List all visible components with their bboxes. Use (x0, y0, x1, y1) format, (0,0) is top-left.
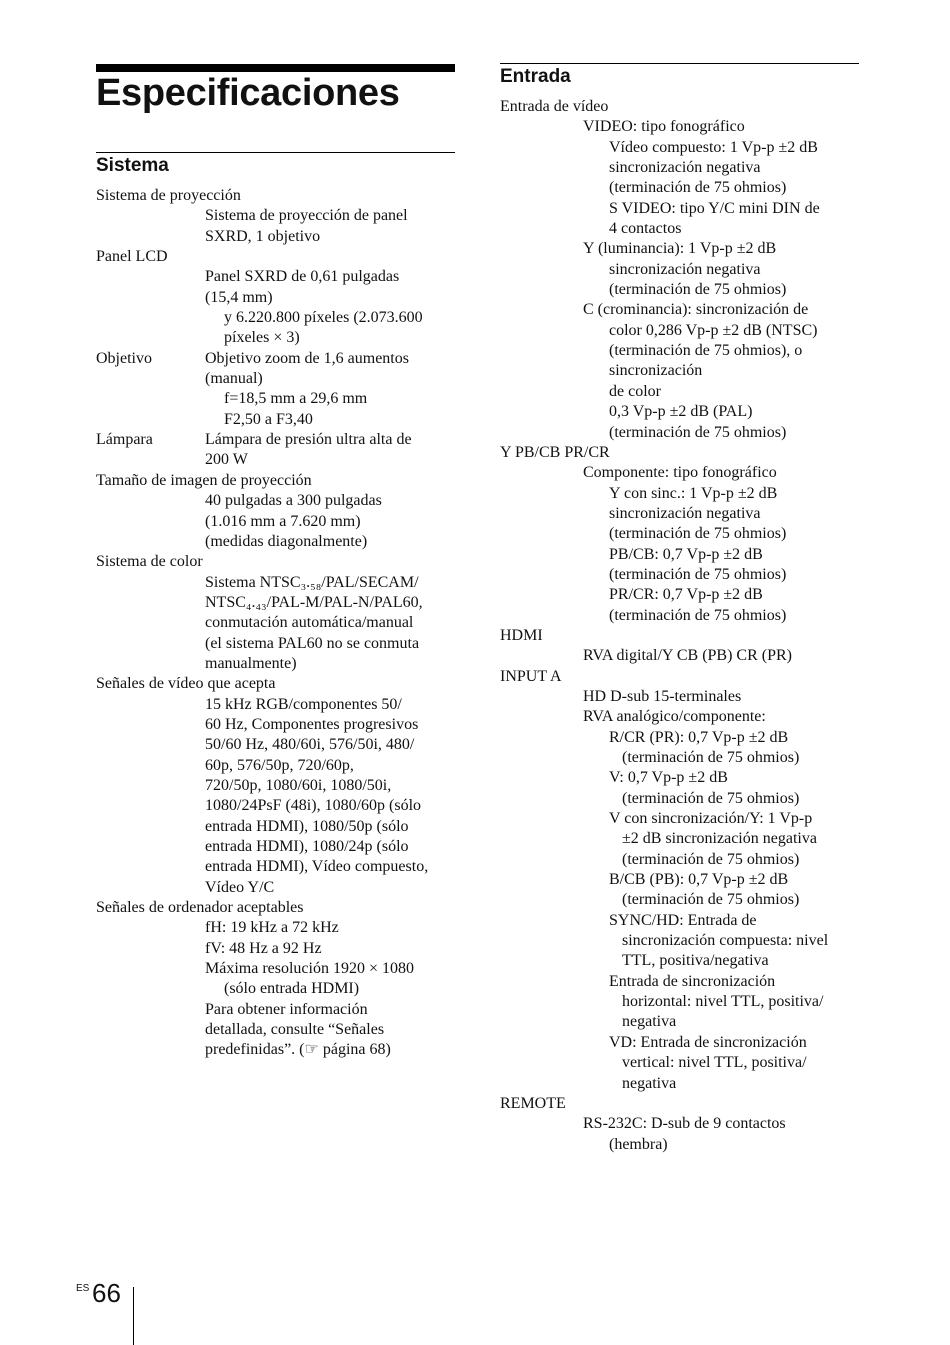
spec-text: entrada HDMI), Vídeo compuesto, (205, 858, 429, 876)
spec-text: sincronización (609, 362, 703, 380)
spec-line (500, 606, 860, 626)
spec-text: Y con sinc.: 1 Vp-p ±2 dB (609, 484, 778, 502)
spec-text: 200 W (205, 451, 248, 469)
footer-language: ES (76, 1283, 90, 1294)
spec-line (500, 890, 860, 910)
spec-line (500, 667, 860, 687)
spec-text: Máxima resolución 1920 × 1080 (205, 960, 414, 978)
spec-text: RS-232C: D-sub de 9 contactos (583, 1115, 786, 1133)
spec-line (500, 199, 860, 219)
spec-text: Lámpara (96, 431, 153, 449)
spec-text: vertical: nivel TTL, positiva/ (622, 1054, 807, 1072)
spec-text: manualmente) (205, 654, 297, 672)
section-heading-sistema: Sistema (96, 155, 169, 176)
spec-text: Señales de vídeo que acepta (96, 675, 276, 693)
spec-line (96, 695, 456, 715)
spec-line (96, 247, 456, 267)
spec-text: Vídeo Y/C (205, 878, 275, 896)
spec-text: detallada, consulte “Señales (205, 1021, 385, 1039)
spec-text: Entrada de sincronización (609, 972, 776, 990)
spec-text: SYNC/HD: Entrada de (609, 911, 757, 929)
spec-text: (terminación de 75 ohmios) (622, 749, 800, 766)
spec-line (96, 349, 456, 369)
spec-line (96, 817, 456, 837)
spec-line (96, 796, 456, 816)
spec-line (96, 939, 456, 959)
spec-text: fH: 19 kHz a 72 kHz (205, 919, 339, 937)
spec-line (96, 573, 456, 593)
spec-text: conmutación automática/manual (205, 614, 414, 632)
spec-text: sincronización negativa (609, 504, 761, 522)
spec-line (96, 471, 456, 491)
spec-line (96, 634, 456, 654)
spec-line (500, 361, 860, 381)
spec-text: Señales de ordenador aceptables (96, 899, 304, 917)
spec-text: HD D-sub 15-terminales (583, 687, 742, 705)
spec-line (500, 1114, 860, 1134)
spec-line (96, 491, 456, 511)
spec-text: Objetivo (96, 349, 152, 367)
spec-line (96, 369, 456, 389)
spec-line (500, 646, 860, 666)
spec-text: negativa (622, 1013, 677, 1031)
spec-line (96, 206, 456, 226)
spec-text: 1080/24PsF (48i), 1080/60p (sólo (205, 797, 422, 815)
spec-line (500, 545, 860, 565)
spec-text: 50/60 Hz, 480/60i, 576/50i, 480/ (205, 736, 415, 754)
spec-text: (medidas diagonalmente) (205, 532, 368, 550)
spec-line (96, 328, 456, 348)
spec-text: 60 Hz, Componentes progresivos (205, 715, 419, 733)
spec-line (500, 789, 860, 809)
spec-line (96, 532, 456, 552)
spec-text: C (crominancia): sincronización de (583, 301, 809, 319)
spec-text: entrada HDMI), 1080/24p (sólo (205, 838, 409, 855)
section-rule-sistema (96, 152, 455, 153)
spec-line (96, 267, 456, 287)
spec-line (500, 850, 860, 870)
spec-text: sincronización compuesta: nivel (622, 932, 829, 950)
spec-text: 60p, 576/50p, 720/60p, (205, 756, 354, 774)
spec-text: (terminación de 75 ohmios), o (609, 342, 803, 360)
spec-text: (terminación de 75 ohmios) (622, 850, 800, 868)
spec-text: píxeles × 3) (224, 329, 300, 347)
spec-text: NTSC₄.₄₃/PAL-M/PAL-N/PAL60, (205, 593, 423, 611)
spec-line (96, 898, 456, 918)
spec-line (500, 341, 860, 361)
spec-line (96, 674, 456, 694)
spec-line (500, 951, 860, 971)
spec-text: Sistema NTSC₃.₅₈/PAL/SECAM/ (205, 573, 419, 591)
spec-line (500, 524, 860, 544)
spec-line (96, 857, 456, 877)
spec-text: HDMI (500, 626, 543, 644)
spec-text: y 6.220.800 píxeles (2.073.600 (224, 309, 423, 327)
spec-text: Sistema de proyección de panel (205, 207, 408, 225)
spec-text: Panel SXRD de 0,61 pulgadas (205, 268, 400, 286)
spec-line (500, 484, 860, 504)
spec-text: (sólo entrada HDMI) (224, 980, 360, 998)
spec-text: negativa (622, 1074, 677, 1092)
spec-line (500, 138, 860, 158)
spec-line (500, 1012, 860, 1032)
spec-text: predefinidas”. (☞ página 68) (205, 1041, 391, 1059)
spec-line (96, 593, 456, 613)
spec-line (96, 1040, 456, 1060)
spec-text: de color (609, 382, 661, 400)
spec-text: (terminación de 75 ohmios) (622, 891, 800, 909)
spec-text: (terminación de 75 ohmios) (609, 565, 787, 583)
spec-line (96, 552, 456, 572)
spec-text: Panel LCD (96, 248, 168, 266)
page-number: 66 (92, 1278, 121, 1308)
spec-line (96, 1000, 456, 1020)
spec-text: S VIDEO: tipo Y/C mini DIN de (609, 199, 820, 217)
spec-text: Y (luminancia): 1 Vp-p ±2 dB (583, 240, 777, 258)
spec-text: 15 kHz RGB/componentes 50/ (205, 695, 402, 713)
spec-text: RVA analógico/componente: (583, 708, 766, 726)
spec-text: 4 contactos (609, 220, 682, 238)
spec-text: B/CB (PB): 0,7 Vp-p ±2 dB (609, 871, 789, 889)
spec-text: (hembra) (609, 1135, 668, 1153)
spec-line (500, 463, 860, 483)
spec-text: SXRD, 1 objetivo (205, 227, 321, 245)
spec-line (500, 280, 860, 300)
spec-line (500, 972, 860, 992)
spec-line (96, 186, 456, 206)
spec-value: Lámpara de presión ultra alta de (205, 431, 412, 449)
spec-text: 0,3 Vp-p ±2 dB (PAL) (609, 403, 753, 421)
spec-line (500, 585, 860, 605)
spec-line (500, 239, 860, 259)
spec-line (96, 410, 456, 430)
spec-line (500, 911, 860, 931)
spec-line (96, 735, 456, 755)
spec-line (96, 776, 456, 796)
spec-text: Para obtener información (205, 1000, 368, 1018)
spec-line (96, 715, 456, 735)
spec-text: (terminación de 75 ohmios) (609, 281, 787, 299)
spec-line (500, 992, 860, 1012)
spec-text: REMOTE (500, 1094, 566, 1112)
spec-text: (terminación de 75 ohmios) (609, 525, 787, 543)
spec-text: color 0,286 Vp-p ±2 dB (NTSC) (609, 321, 818, 339)
spec-line (96, 1020, 456, 1040)
spec-text: V con sincronización/Y: 1 Vp-p (609, 810, 813, 828)
spec-line (96, 878, 456, 898)
section-rule-entrada (500, 63, 859, 64)
spec-text: RVA digital/Y CB (PB) CR (PR) (583, 647, 792, 665)
footer-divider (133, 1287, 134, 1345)
page-title: Especificaciones (96, 72, 400, 114)
spec-line (500, 728, 860, 748)
spec-line (500, 809, 860, 829)
spec-text: Componente: tipo fonográfico (583, 464, 777, 482)
spec-text: PR/CR: 0,7 Vp-p ±2 dB (609, 586, 763, 604)
spec-text: 720/50p, 1080/60i, 1080/50i, (205, 776, 392, 794)
spec-text: (terminación de 75 ohmios) (622, 789, 800, 807)
spec-line (500, 158, 860, 178)
spec-line (500, 300, 860, 320)
spec-line (500, 870, 860, 890)
spec-line (500, 321, 860, 341)
spec-line (500, 117, 860, 137)
spec-line (96, 512, 456, 532)
spec-line (500, 402, 860, 422)
spec-text: Y PB/CB PR/CR (500, 443, 610, 461)
spec-line (500, 382, 860, 402)
spec-text: (terminación de 75 ohmios) (609, 423, 787, 441)
spec-text: horizontal: nivel TTL, positiva/ (622, 993, 824, 1011)
spec-text: (manual) (205, 370, 263, 388)
spec-text: Sistema de color (96, 553, 203, 571)
spec-line (500, 1135, 860, 1155)
spec-text: VIDEO: tipo fonográfico (583, 118, 745, 136)
spec-line (500, 626, 860, 646)
spec-text: f=18,5 mm a 29,6 mm (224, 390, 368, 408)
spec-line (96, 918, 456, 938)
spec-line (96, 389, 456, 409)
spec-line (96, 756, 456, 776)
spec-text: (15,4 mm) (205, 288, 273, 306)
spec-text: ±2 dB sincronización negativa (622, 830, 817, 848)
spec-text: entrada HDMI), 1080/50p (sólo (205, 817, 409, 835)
spec-line (96, 654, 456, 674)
spec-line (500, 768, 860, 788)
spec-line (96, 288, 456, 308)
left-spec-column (96, 186, 456, 1061)
spec-line (500, 423, 860, 443)
spec-line (500, 565, 860, 585)
spec-line (500, 1033, 860, 1053)
spec-line (96, 227, 456, 247)
spec-line (96, 430, 456, 450)
spec-line (500, 219, 860, 239)
spec-text: sincronización negativa (609, 159, 761, 177)
spec-text: sincronización negativa (609, 260, 761, 278)
spec-text: Vídeo compuesto: 1 Vp-p ±2 dB (609, 138, 818, 156)
spec-text: VD: Entrada de sincronización (609, 1033, 807, 1051)
right-spec-column (500, 97, 860, 1155)
spec-line (500, 687, 860, 707)
spec-text: (terminación de 75 ohmios) (609, 179, 787, 197)
spec-line (96, 308, 456, 328)
spec-text: fV: 48 Hz a 92 Hz (205, 939, 322, 957)
spec-line (500, 707, 860, 727)
section-heading-entrada: Entrada (500, 66, 571, 87)
spec-line (500, 748, 860, 768)
spec-line (96, 959, 456, 979)
spec-line (500, 97, 860, 117)
spec-line (500, 1074, 860, 1094)
spec-line (500, 178, 860, 198)
spec-line (500, 504, 860, 524)
spec-line (500, 260, 860, 280)
spec-text: (1.016 mm a 7.620 mm) (205, 512, 361, 530)
spec-line (96, 837, 456, 857)
spec-text: Sistema de proyección (96, 187, 241, 204)
spec-line (500, 1094, 860, 1114)
spec-text: 40 pulgadas a 300 pulgadas (205, 492, 382, 510)
spec-line (500, 443, 860, 463)
spec-value: Objetivo zoom de 1,6 aumentos (205, 349, 409, 367)
spec-text: R/CR (PR): 0,7 Vp-p ±2 dB (609, 728, 789, 746)
spec-line (500, 1053, 860, 1073)
spec-text: INPUT A (500, 667, 562, 685)
spec-text: PB/CB: 0,7 Vp-p ±2 dB (609, 545, 763, 563)
spec-text: TTL, positiva/negativa (622, 952, 769, 970)
spec-text: (el sistema PAL60 no se conmuta (205, 634, 420, 652)
spec-line (96, 450, 456, 470)
spec-text: V: 0,7 Vp-p ±2 dB (609, 769, 728, 787)
spec-line (96, 979, 456, 999)
spec-text: F2,50 a F3,40 (224, 410, 313, 428)
spec-text: Tamaño de imagen de proyección (96, 471, 312, 489)
spec-text: (terminación de 75 ohmios) (609, 606, 787, 624)
spec-line (500, 829, 860, 849)
spec-line (96, 613, 456, 633)
spec-text: Entrada de vídeo (500, 98, 609, 115)
spec-line (500, 931, 860, 951)
